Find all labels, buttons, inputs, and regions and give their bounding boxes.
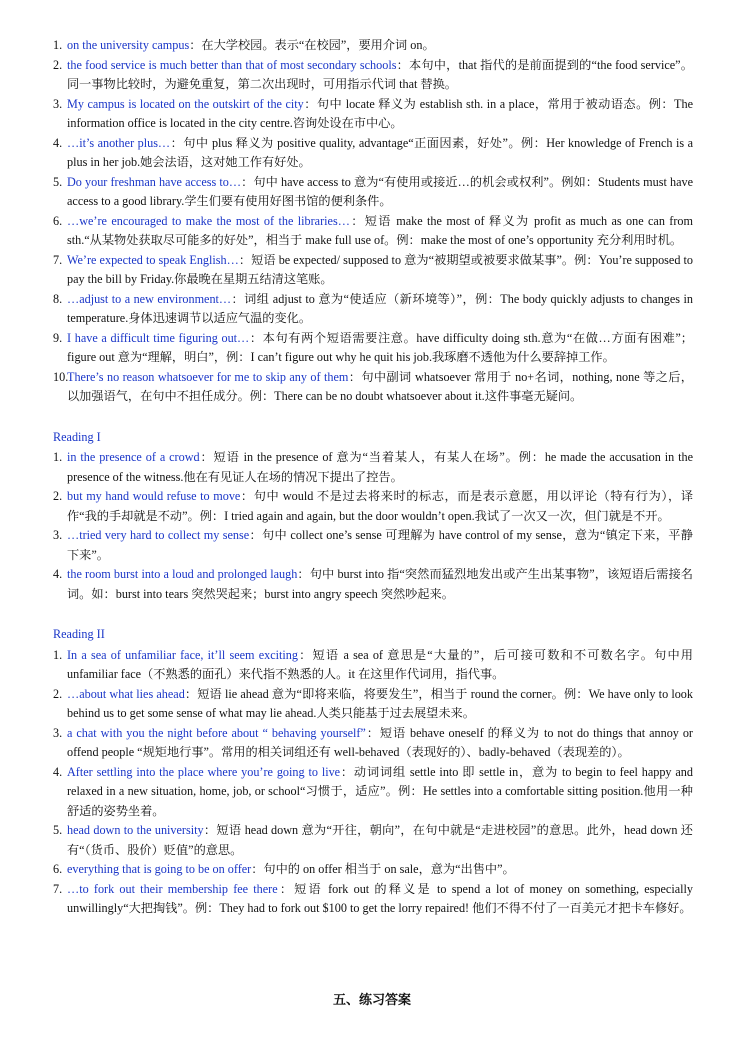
note-item (53, 821, 693, 860)
note-phrase: …adjust to a new environment… (67, 291, 232, 306)
note-item (53, 36, 693, 56)
note-phrase: My campus is located on the outskirt of the city (67, 96, 304, 111)
note-explanation: ：短语 a sea of 意思是“大量的”，后可接可数和不可数名字。句中用 unfamiliar face（不熟悉的面孔）来代指不熟悉的人。it 在这里作代词用，指代事。 (67, 647, 693, 681)
note-phrase: but my hand would refuse to move (67, 489, 241, 503)
note-number: 1. (53, 450, 63, 464)
note-explanation: ：句中 would 不是过去将来时的标志，而是表示意愿，用以评论（特有行为），译作“我的手却就是不动”。例：I tried again and again, but the door wouldn’t open.我试了一次又一次，但门就是不开。 (67, 489, 694, 523)
note-phrase: After settling into the place where you’re going to live (67, 764, 341, 779)
note-number: 4. (53, 135, 63, 150)
note-phrase: the food service is much better than that of most secondary schools (67, 57, 397, 72)
note-item (53, 251, 693, 290)
note-phrase: I have a difficult time figuring out… (67, 330, 250, 345)
note-item (53, 134, 693, 173)
note-number: 3. (53, 96, 63, 111)
note-phrase: head down to the university (67, 823, 204, 837)
note-phrase: the room burst into a loud and prolonged laugh (67, 567, 298, 581)
note-phrase: on the university campus (67, 38, 190, 52)
note-explanation: ：句中 collect one’s sense 可理解为 have control of my sense，意为“镇定下来，平静下来”。 (67, 528, 693, 562)
vocab-notes-list (53, 36, 693, 407)
note-number: 2. (53, 489, 63, 503)
note-phrase: in the presence of a crowd (67, 450, 200, 464)
note-number: 9. (53, 330, 63, 345)
reading-1-notes-list (53, 448, 693, 604)
note-item (53, 763, 693, 822)
note-item (53, 860, 693, 880)
note-number: 3. (53, 725, 63, 740)
note-phrase: …to fork out their membership fee there (67, 881, 278, 896)
note-item (53, 880, 693, 919)
note-phrase: …it’s another plus… (67, 135, 171, 150)
reading-2-notes-list (53, 646, 693, 919)
note-explanation: ：短语 head down 意为“开往，朝向”，在句中就是“走进校园”的意思。此外，head down 还有“（货币、股价）贬值”的意思。 (67, 823, 693, 857)
note-number: 7. (53, 252, 63, 267)
note-explanation: ：句中的 on offer 相当于 on sale，意为“出售中”。 (251, 862, 515, 876)
note-number: 1. (53, 647, 63, 662)
note-explanation: ：句中 locate 释义为 establish sth. in a place，常用于被动语态。例：The information office is located in the city centre.咨询处设在市中心。 (67, 96, 693, 130)
note-phrase: …tried very hard to collect my sense (67, 528, 250, 542)
note-number: 5. (53, 174, 63, 189)
note-explanation: ：在大学校园。表示“在校园”，要用介词 on。 (189, 38, 435, 52)
note-item (53, 212, 693, 251)
note-phrase: Do your freshman have access to… (67, 174, 242, 189)
note-item (53, 487, 693, 526)
note-item (53, 724, 693, 763)
note-explanation: ：本句中，that 指代的是前面提到的“the food service”。同一事物比较时，为避免重复，第二次出现时，可用指示代词 that 替换。 (67, 57, 693, 91)
note-item (53, 685, 693, 724)
note-item (53, 173, 693, 212)
note-explanation: ：短语 fork out 的释义是 to spend a lot of money on something, especially unwillingly“大把掏钱”。例：They had to fork out $100 to get the lorry repaired! 他们不得不付了一百美元才把卡车修好。 (67, 881, 693, 915)
note-explanation: ：动词词组 settle into 即 settle in，意为 to begin to feel happy and relaxed in a new situation, home, job, or school“习惯于，适应”。例：He settles into a comfortable sitting position.他用一种舒适的姿势坐着。 (67, 764, 693, 818)
note-phrase: everything that is going to be on offer (67, 862, 252, 876)
note-item (53, 526, 693, 565)
note-item (53, 646, 693, 685)
note-number: 6. (53, 862, 63, 876)
note-explanation: ：句中副词 whatsoever 常用于 no+名词，nothing, none 等之后，以加强语气，在句中不担任成分。例：There can be no doubt whatsoever about it.这件事毫无疑问。 (67, 369, 693, 403)
note-item (53, 368, 693, 407)
note-explanation: ：句中 plus 释义为 positive quality, advantage“正面因素，好处”。例：Her knowledge of French is a plus in her job.她会法语，这对她工作有好处。 (67, 135, 693, 169)
note-item (53, 95, 693, 134)
note-phrase: We’re expected to speak English… (67, 252, 239, 267)
note-number: 3. (53, 528, 63, 542)
note-explanation: ：短语 be expected/ supposed to 意为“被期望或被要求做某事”。例：You’re supposed to pay the bill by Friday.你最晚在星期五结清这笔账。 (67, 252, 693, 286)
note-number: 5. (53, 823, 63, 837)
note-explanation: ：短语 make the most of 释义为 profit as much as one can from sth.“从某物处获取尽可能多的好处”，相当于 make full use of。例：make the most of one’s opportunity 充分利用时机。 (67, 213, 694, 247)
note-explanation: ：本句有两个短语需要注意。have difficulty doing sth.意为“在做…方面有困难”；figure out 意为“理解，明白”，例：I can’t figure out why he quit his job.我琢磨不透他为什么要辞掉工作。 (67, 330, 693, 364)
note-number: 1. (53, 38, 63, 52)
exercise-answers-heading: 五、练习答案 (332, 993, 411, 1008)
note-item (53, 290, 693, 329)
note-number: 4. (53, 567, 63, 581)
note-phrase: …we’re encouraged to make the most of the libraries… (67, 213, 350, 228)
note-phrase: a chat with you the night before about “ behaving yourself” (67, 725, 366, 740)
note-number: 8. (53, 291, 63, 306)
note-explanation: ：词组 adjust to 意为“使适应（新环境等）”，例：The body quickly adjusts to changes in temperature.身体迅速调节以适应气温的变化。 (67, 291, 693, 325)
note-item (53, 448, 693, 487)
note-explanation: ：短语 behave oneself 的释义为 to not do things that annoy or offend people “规矩地行事”。常用的相关词组还有 well-behaved（表现好的）、badly-behaved（表现差的）。 (67, 725, 693, 759)
note-item (53, 56, 693, 95)
note-number: 6. (53, 213, 63, 228)
note-explanation: ：短语 in the presence of 意为“当着某人，有某人在场”。例：he made the accusation in the presence of the witness.他在有见证人在场的情况下提出了控告。 (67, 450, 693, 484)
note-explanation: ：句中 have access to 意为“有使用或接近…的机会或权利”。例如：Students must have access to a good library.学生们要有使用好图书馆的便利条件。 (67, 174, 693, 208)
note-number: 2. (53, 686, 63, 701)
note-explanation: ：短语 lie ahead 意为“即将来临，将要发生”，相当于 round the corner。例：We have only to look behind us to get some sense of what may lie ahead.人类只能基于过去展望未来。 (67, 686, 693, 720)
notes-body (53, 36, 693, 919)
section-title-reading-2: Reading II (53, 627, 105, 641)
note-phrase: In a sea of unfamiliar face, it’ll seem exciting (67, 647, 298, 662)
note-number: 7. (53, 881, 63, 896)
section-title-reading-1: Reading I (53, 429, 101, 444)
note-phrase: …about what lies ahead (67, 686, 185, 701)
note-number: 2. (53, 57, 63, 72)
note-item (53, 565, 693, 604)
note-number: 10. (53, 369, 69, 384)
note-phrase: There’s no reason whatsoever for me to skip any of them (67, 369, 349, 384)
note-explanation: ：句中 burst into 指“突然而猛烈地发出或产生出某事物”，该短语后需接名词。如：burst into tears 突然哭起来；burst into angry speech 突然吵起来。 (67, 567, 693, 601)
note-item (53, 329, 693, 368)
note-number: 4. (53, 764, 63, 779)
